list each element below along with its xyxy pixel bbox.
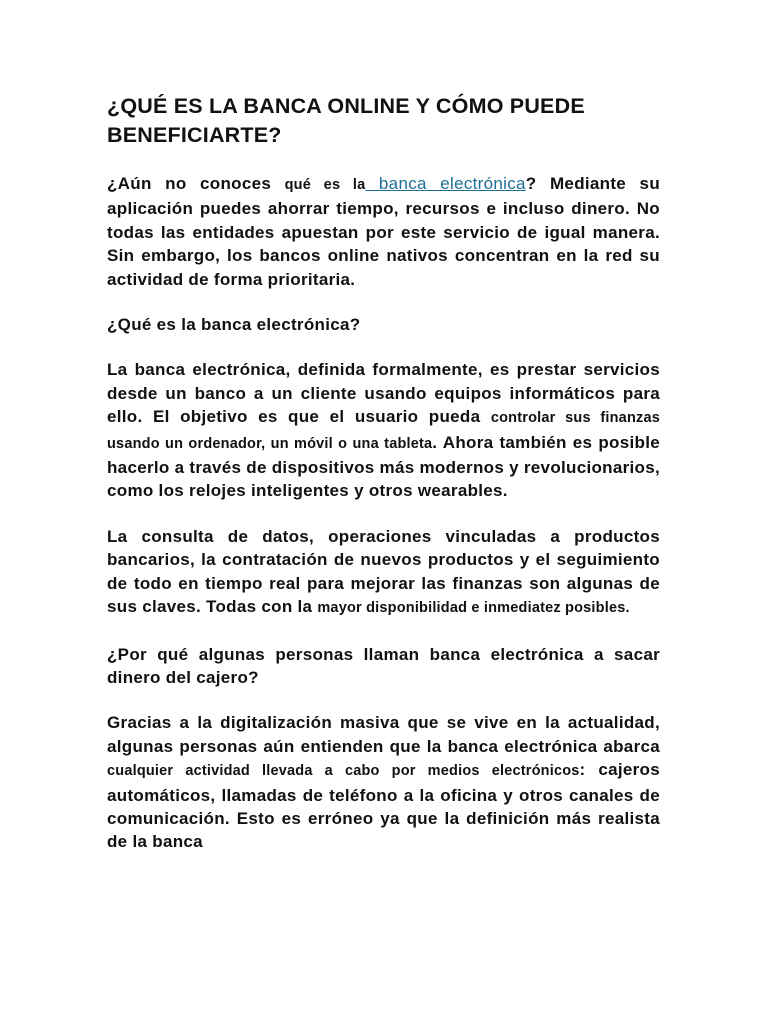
definition-text-end: . Ahora también es posible hacerlo a través de dispositivos más modernos y revolucionarios, como los relojes inteligentes y otros wearables. [107, 432, 661, 501]
intro-text-small: qué es la [284, 177, 366, 193]
page-title: ¿QUÉ ES LA BANCA ONLINE Y CÓMO PUEDE BENEFICIARTE? [107, 94, 585, 147]
claves-paragraph [107, 525, 660, 621]
claves-text-start: La consulta de datos, operaciones vinculadas a productos bancarios, la contratación de nuevos productos y el seguimiento de todo en tiempo real para mejorar las finanzas son algunas de sus claves. Todas con la [107, 526, 660, 617]
definition-text-start: La banca electrónica, definida formalmente, es prestar servicios desde un banco a un cliente usando equipos informáticos para ello. El objetivo es que el usuario pueda [107, 360, 660, 427]
section-heading-que-es: ¿Qué es la banca electrónica? [107, 315, 361, 335]
digitalizacion-paragraph [107, 711, 660, 853]
definition-paragraph [107, 358, 660, 502]
document-page [107, 92, 660, 876]
banca-electronica-link[interactable]: banca electrónica [365, 174, 526, 193]
intro-text-end: ? Mediante su aplicación puedes ahorrar tiempo, recursos e incluso dinero. No todas las entidades apuestan por este servicio de igual manera. Sin embargo, los bancos online nativos concentran en la red su actividad de forma prioritaria. [107, 174, 660, 289]
definition-text-small: controlar sus finanzas usando un ordenador, un móvil o una tableta [107, 410, 660, 452]
claves-text-small: mayor disponibilidad e inmediatez posibles. [317, 600, 630, 617]
digitalizacion-text-end: : cajeros automáticos, llamadas de teléfono a la oficina y otros canales de comunicación. Esto es erróneo ya que la definición más realista de la banca [107, 760, 660, 852]
intro-text-start: ¿Aún no conoces [107, 174, 285, 193]
intro-paragraph [107, 172, 660, 291]
digitalizacion-text-start: Gracias a la digitalización masiva que se vive en la actualidad, algunas personas aún entienden que la banca electrónica abarca [107, 713, 660, 756]
digitalizacion-text-small: cualquier actividad llevada a cabo por medios electrónicos [107, 763, 580, 780]
section-heading-cajero: ¿Por qué algunas personas llaman banca electrónica a sacar dinero del cajero? [107, 644, 660, 687]
